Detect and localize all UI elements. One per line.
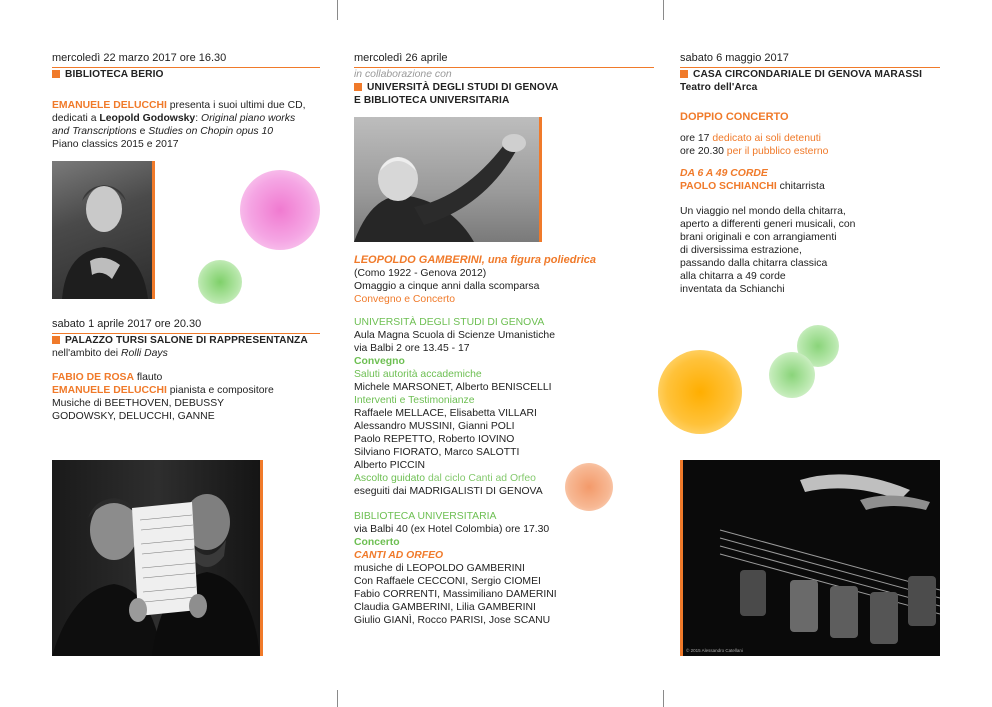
afternoon-session: UNIVERSITÀ DEGLI STUDI DI GENOVA Aula Magna Scuola di Scienze Umanistiche via Balbi 2 ore 13.45 - 17 Convegno Saluti autorità accademiche Michele MARSONET, Alberto BENISCELLI Interventi e Testimonianze Raffaele MELLACE, Elisabetta VILLARI Alessandro MUSSINI, Gianni POLI Paolo REPETTO, Roberto IOVINO Silviano FIORATO, Marco SALOTTI Alberto PICCIN Ascolto guidato dal ciclo Canti ad Orfeo eseguiti dai MADRIGALISTI DI GENOVA	[354, 317, 555, 497]
event4-date: sabato 6 maggio 2017	[680, 52, 789, 64]
guitar-photo	[680, 460, 940, 656]
column-1-event2: sabato 1 aprile 2017 ore 20.30 PALAZZO TURSI SALONE DI RAPPRESENTANZA nell'ambito dei Rolli Days FABIO DE ROSA flauto EMANUELE DELUCCHI pianista e compositore Musiche di BEETHOVEN, DEBUSSY GODOWSKY, DELUCCHI, GANNE	[52, 318, 320, 423]
venue-square-icon	[52, 70, 60, 78]
venue-square-icon	[354, 83, 362, 91]
event4-venue: CASA CIRCONDARIALE DI GENOVA MARASSI	[680, 69, 940, 81]
event4-title: DOPPIO CONCERTO	[680, 111, 789, 123]
fold-mark-top-left	[337, 0, 338, 20]
pianist-portrait-photo	[52, 161, 155, 299]
column-3: sabato 6 maggio 2017 CASA CIRCONDARIALE DI GENOVA MARASSI Teatro dell'Arca DOPPIO CONCERTO ore 17 dedicato ai soli detenuti ore 20.30 per il pubblico esterno DA 6 A 49 CORDE PAOLO SCHIANCHI chitarrista Un viaggio nel mondo della chitarra, aperto a differenti generi musicali, con brani originali e con arrangiamenti di diversissima estrazione, passando dalla chitarra classica alla chitarra a 49 corde inventata da Schianchi	[680, 52, 940, 296]
green-circle-mid	[769, 352, 815, 398]
venue-square-icon	[52, 336, 60, 344]
fold-mark-bottom-right	[663, 690, 664, 707]
event3-date: mercoledì 26 aprile	[354, 52, 448, 64]
event3-venue: UNIVERSITÀ DEGLI STUDI DI GENOVA	[354, 82, 654, 94]
venue-square-icon	[680, 70, 688, 78]
column-2-body: LEOPOLDO GAMBERINI, una figura poliedrica (Como 1922 - Genova 2012) Omaggio a cinque anni dalla scomparsa Convegno e Concerto UNIVERSITÀ DEGLI STUDI DI GENOVA Aula Magna Scuola di Scienze Umanistiche via Balbi 2 ore 13.45 - 17 Convegno Saluti autorità accademiche Michele MARSONET, Alberto BENISCELLI Interventi e Testimonianze Raffaele MELLACE, Elisabetta VILLARI Alessandro MUSSINI, Gianni POLI Paolo REPETTO, Roberto IOVINO Silviano FIORATO, Marco SALOTTI Alberto PICCIN Ascolto guidato dal ciclo Canti ad Orfeo eseguiti dai MADRIGALISTI DI GENOVA BIBLIOTECA UNIVERSITARIA via Balbi 40 (ex Hotel Colombia) ore 17.30 Concerto CANTI AD ORFEO musiche di LEOPOLDO GAMBERINI Con Raffaele CECCONI, Sergio CIOMEI Fabio CORRENTI, Massimiliano DAMERINI Claudia GAMBERINI, Lilia GAMBERINI Giulio GIANÌ, Rocco PARISI, Jose SCANU	[354, 254, 654, 627]
column-1	[52, 52, 320, 151]
conductor-photo	[354, 117, 542, 242]
event2-venue: PALAZZO TURSI SALONE DI RAPPRESENTANZA	[52, 335, 320, 347]
event4-times: ore 17 dedicato ai soli detenuti ore 20.30 per il pubblico esterno	[680, 133, 829, 157]
green-circle-small	[198, 260, 242, 304]
photo-credit: © 2015 Alessandro Catellani	[686, 648, 743, 653]
event1-rule	[52, 67, 320, 68]
event3-title: LEOPOLDO GAMBERINI, una figura poliedrica	[354, 254, 597, 266]
event1-performer: EMANUELE DELUCCHI	[52, 100, 167, 111]
event2-date: sabato 1 aprile 2017 ore 20.30	[52, 318, 202, 330]
event2-description: FABIO DE ROSA flauto EMANUELE DELUCCHI pianista e compositore Musiche di BEETHOVEN, DEBUSSY GODOWSKY, DELUCCHI, GANNE	[52, 372, 274, 422]
pink-circle	[240, 170, 320, 250]
event4-description: Un viaggio nel mondo della chitarra, aperto a differenti generi musicali, con brani originali e con arrangiamenti di diversissima estrazione, passando dalla chitarra classica alla chitarra a 49 corde inventata da Schianchi	[680, 206, 856, 295]
collaboration-label: in collaborazione con	[354, 69, 452, 80]
column-2: mercoledì 26 aprile in collaborazione con UNIVERSITÀ DEGLI STUDI DI GENOVA E BIBLIOTECA UNIVERSITARIA	[354, 52, 654, 107]
fold-mark-top-right	[663, 0, 664, 20]
duo-with-score-photo	[52, 460, 263, 656]
event1-description: EMANUELE DELUCCHI presenta i suoi ultimi due CD, dedicati a Leopold Godowsky: Original piano works and Transcriptions e Studies on Chopin opus 10 Piano classics 2015 e 2017	[52, 100, 306, 150]
event1-date: mercoledì 22 marzo 2017 ore 16.30	[52, 52, 227, 64]
event1-venue: BIBLIOTECA BERIO	[52, 69, 320, 81]
event4-show: DA 6 A 49 CORDE PAOLO SCHIANCHI chitarrista	[680, 168, 825, 192]
evening-session: BIBLIOTECA UNIVERSITARIA via Balbi 40 (ex Hotel Colombia) ore 17.30 Concerto CANTI AD ORFEO musiche di LEOPOLDO GAMBERINI Con Raffaele CECCONI, Sergio CIOMEI Fabio CORRENTI, Massimiliano DAMERINI Claudia GAMBERINI, Lilia GAMBERINI Giulio GIANÌ, Rocco PARISI, Jose SCANU	[354, 511, 557, 626]
fold-mark-bottom-left	[337, 690, 338, 707]
yellow-circle	[658, 350, 742, 434]
